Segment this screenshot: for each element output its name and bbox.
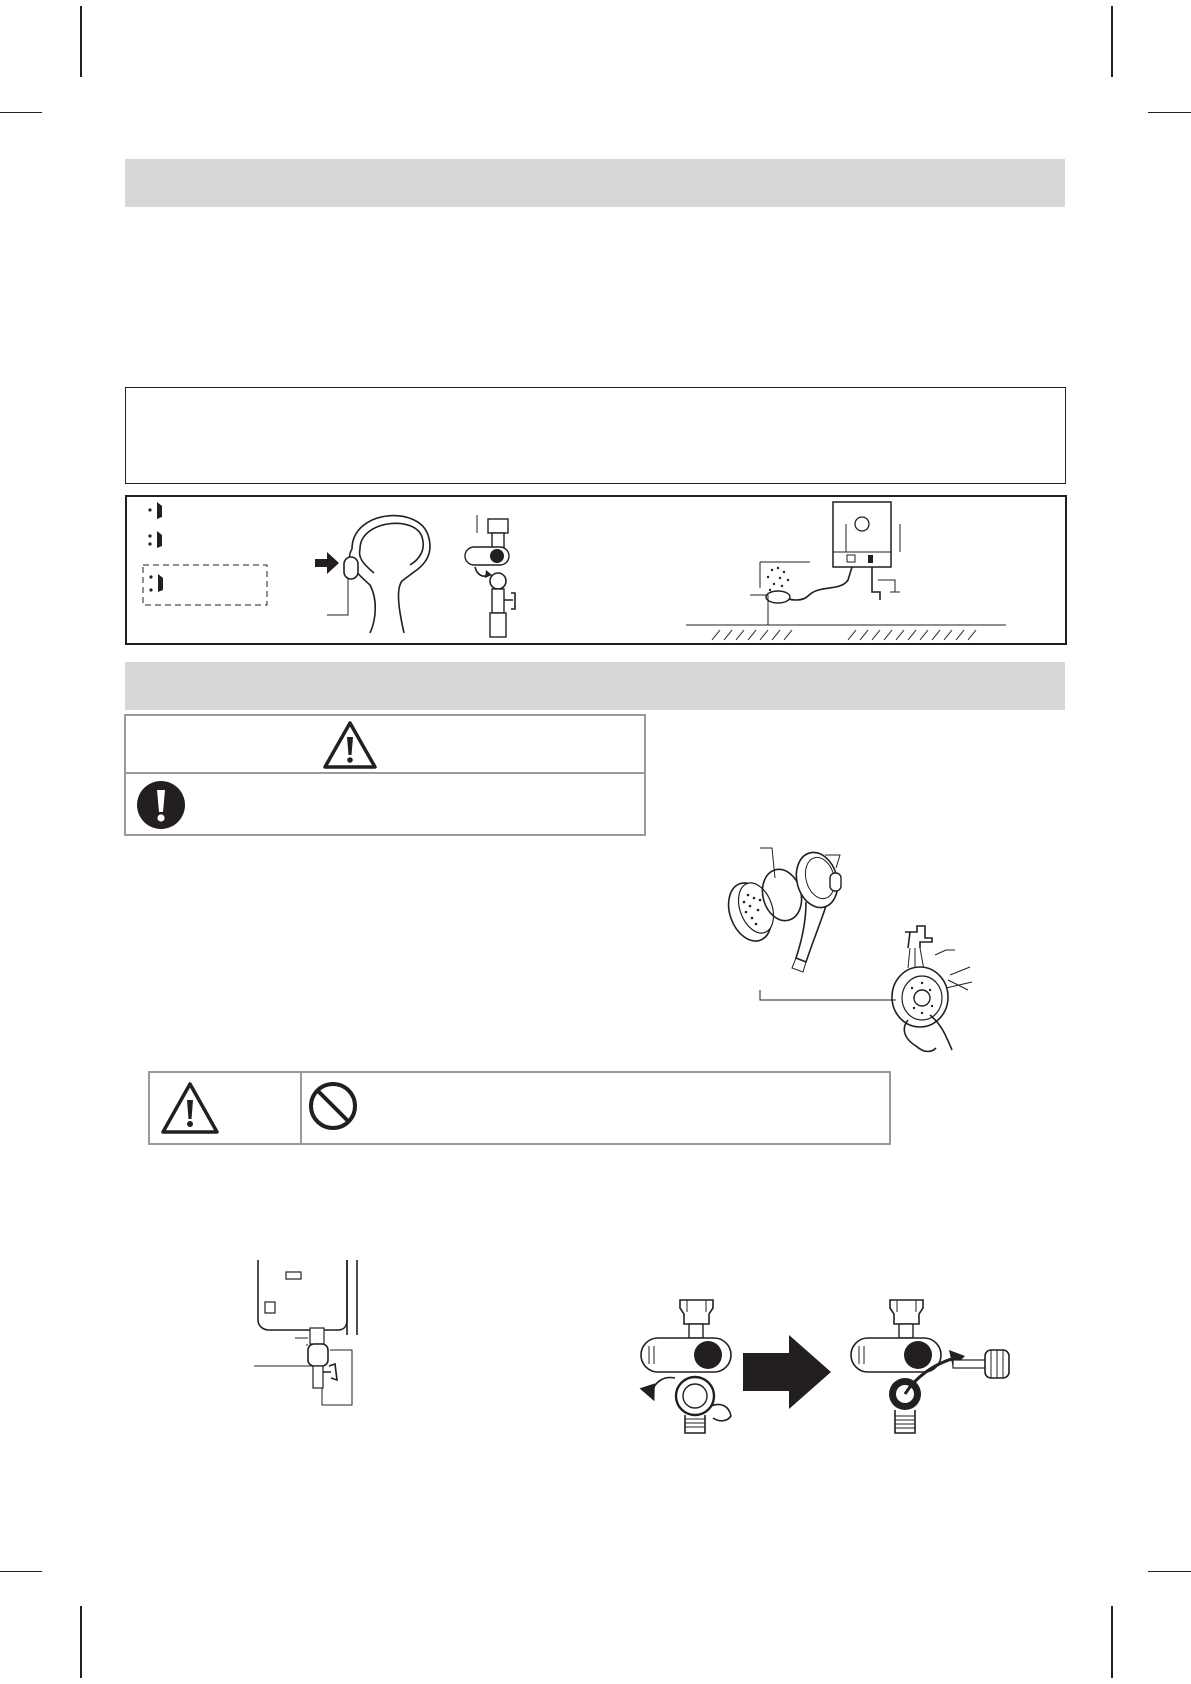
caution-box [148,1071,891,1145]
stop-valve-illustration [455,515,525,640]
warning-triangle-icon [160,1081,220,1135]
warning-triangle-icon [322,720,378,770]
crop-mark-top-left-h [0,112,42,113]
warning-box [124,714,646,836]
crop-mark-bottom-right-h [1148,1571,1191,1572]
exclamation-circle-icon [136,780,186,830]
heater-valve-illustration [255,1260,385,1415]
shower-head-illustration [300,505,440,640]
crop-mark-top-left-v [80,6,82,77]
valve-filter-after-illustration [845,1298,1025,1438]
crop-mark-top-right-h [1148,112,1191,113]
legend-icons [130,498,280,608]
section-header-band [125,159,1065,207]
prohibition-circle-icon [307,1080,359,1132]
installation-diagram [690,500,1020,645]
section-header-band [125,662,1065,710]
crop-mark-bottom-left-v [80,1606,82,1678]
caution-divider [300,1073,302,1143]
crop-mark-bottom-left-h [0,1571,42,1572]
warning-divider [126,772,644,774]
note-box [125,387,1066,484]
right-arrow-icon [743,1335,833,1410]
crop-mark-bottom-right-v [1111,1606,1113,1678]
shower-disassembly-illustration [710,840,980,1060]
valve-filter-before-illustration [635,1298,755,1438]
crop-mark-top-right-v [1111,6,1113,77]
